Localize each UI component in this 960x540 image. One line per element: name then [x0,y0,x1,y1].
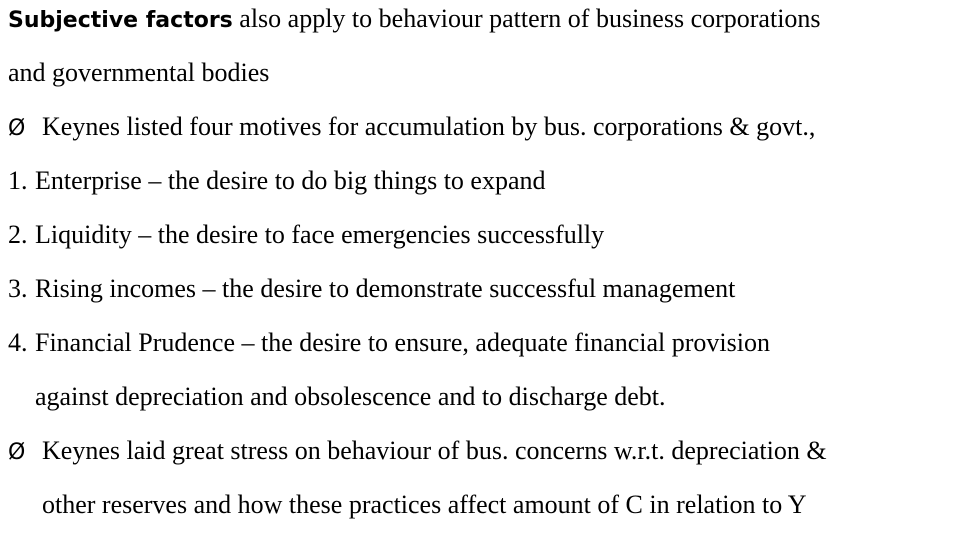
bullet-arrow-icon: Ø [8,440,26,465]
list-item-4-continuation: against depreciation and obsolescence and to discharge debt. [35,382,666,411]
intro-bold-text: Subjective factors [8,8,233,33]
bullet-arrow-icon: Ø [8,116,26,141]
list-number: 2. [8,220,28,249]
bullet-1-text: Keynes listed four motives for accumulation by bus. corporations & govt., [42,112,816,141]
intro-line-1 [8,4,821,36]
bullet-1 [8,112,815,144]
bullet-2 [8,436,827,468]
list-item-3 [8,274,735,304]
bullet-2-continuation: other reserves and how these practices affect amount of C in relation to Y [42,490,807,519]
list-number: 4. [8,328,28,357]
list-text: Enterprise – the desire to do big things to expand [35,166,546,195]
list-text: Rising incomes – the desire to demonstrate successful management [35,274,736,303]
list-number: 3. [8,274,28,303]
list-item-2 [8,220,604,250]
bullet-2-text: Keynes laid great stress on behaviour of bus. concerns w.r.t. depreciation & [42,436,827,465]
list-item-4 [8,328,770,358]
list-item-1 [8,166,546,196]
list-text: Liquidity – the desire to face emergencies successfully [35,220,605,249]
intro-text: also apply to behaviour pattern of business corporations [232,4,821,33]
list-text: Financial Prudence – the desire to ensure, adequate financial provision [35,328,770,357]
intro-line-2: and governmental bodies [8,58,270,87]
list-number: 1. [8,166,28,195]
